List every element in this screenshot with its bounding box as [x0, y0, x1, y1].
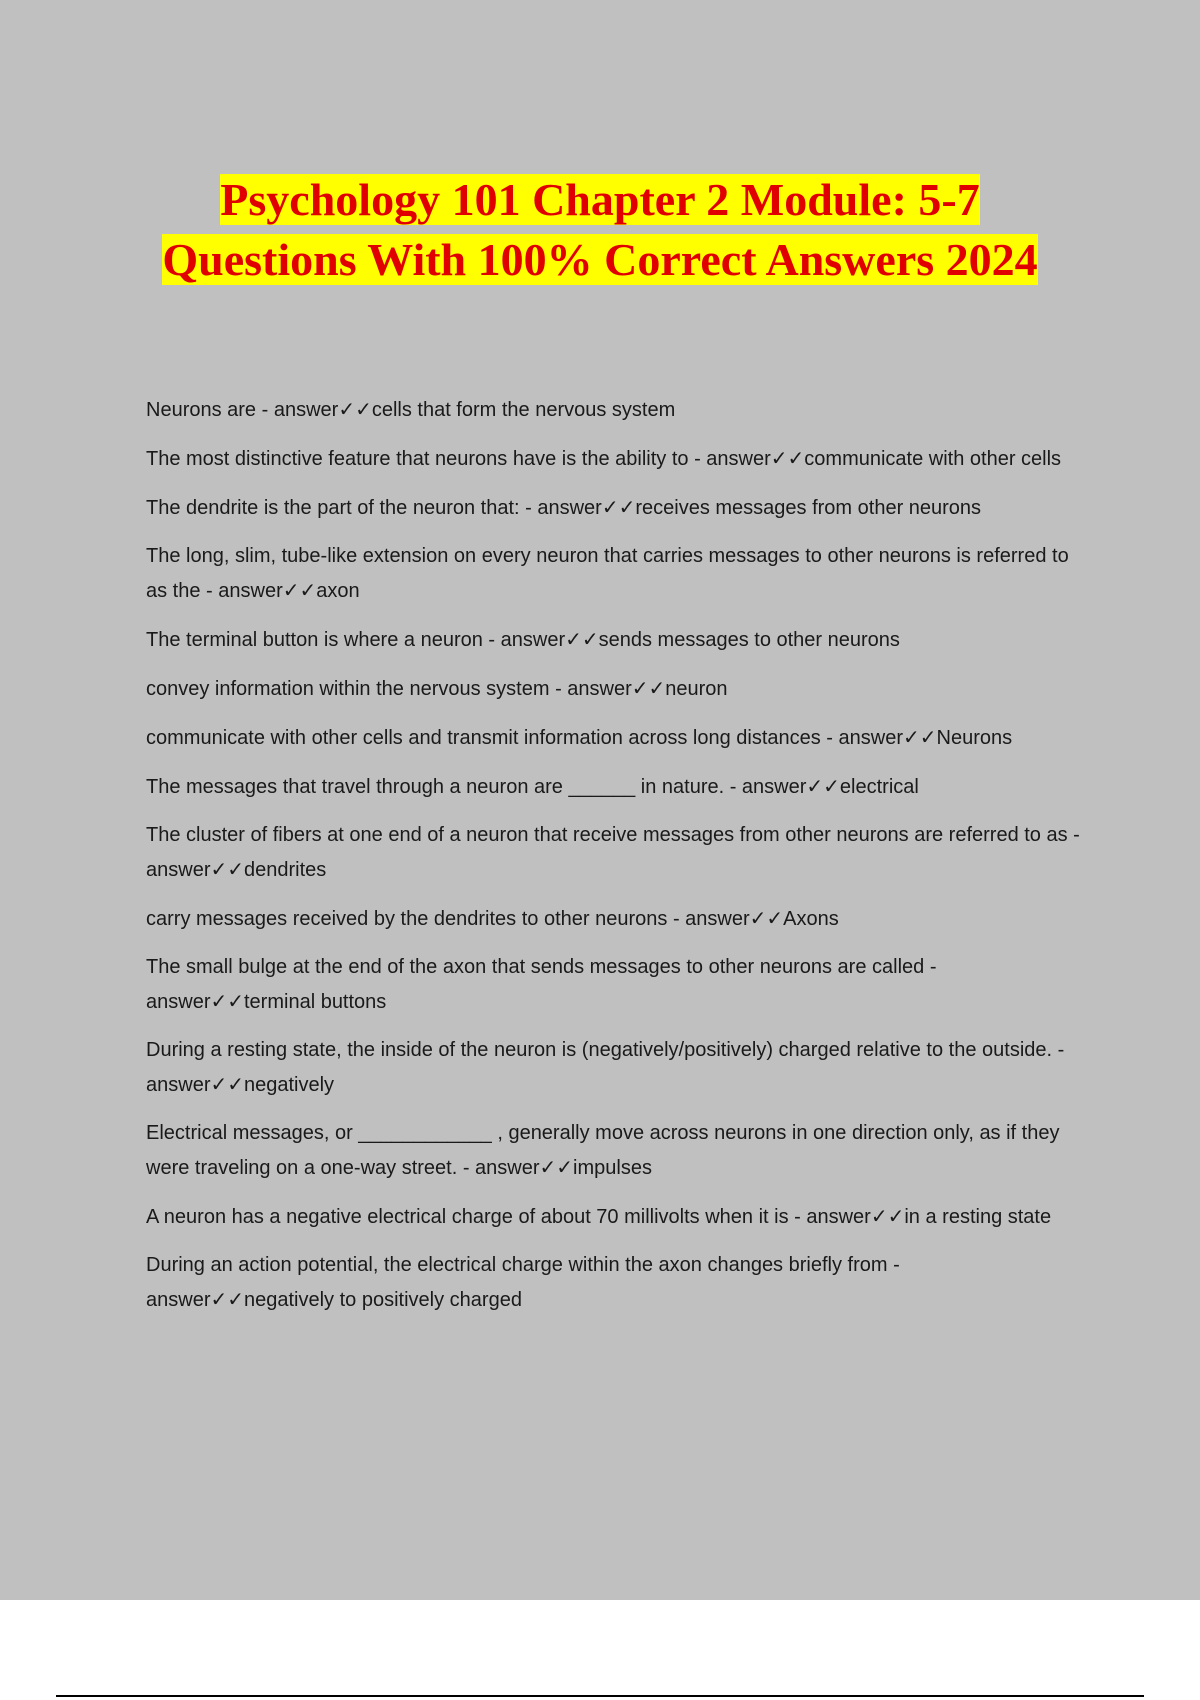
- answer-text: terminal buttons: [244, 991, 387, 1013]
- double-check-icon: ✓✓: [870, 1204, 905, 1228]
- answer-text: sends messages to other neurons: [598, 629, 900, 651]
- answer-separator: - answer: [667, 908, 750, 930]
- title-line-2: Questions With 100% Correct Answers 2024: [162, 234, 1038, 285]
- qa-item: [146, 671, 1086, 706]
- answer-text: in a resting state: [904, 1206, 1052, 1228]
- question-text: During a resting state, the inside of the neuron is (negatively/positively) charged relative to the outside.: [146, 1039, 1053, 1061]
- question-text: The long, slim, tube-like extension on every neuron that carries messages to other neurons is referred to as the: [146, 545, 1069, 602]
- double-check-icon: ✓✓: [565, 627, 599, 651]
- qa-item: [146, 818, 1086, 887]
- answer-text: negatively to positively charged: [244, 1289, 522, 1311]
- qa-item: [146, 1116, 1086, 1185]
- answer-separator: - answer: [200, 580, 283, 602]
- double-check-icon: ✓✓: [210, 989, 244, 1013]
- qa-item: [146, 539, 1086, 608]
- answer-separator: - answer: [788, 1206, 871, 1228]
- qa-item: [146, 392, 1086, 427]
- double-check-icon: ✓✓: [210, 1287, 244, 1311]
- answer-text: receives messages from other neurons: [635, 497, 982, 519]
- double-check-icon: ✓✓: [210, 857, 244, 881]
- question-text: The most distinctive feature that neurons have is the ability to: [146, 448, 689, 470]
- answer-separator: - answer: [457, 1157, 540, 1179]
- double-check-icon: ✓✓: [338, 397, 372, 421]
- answer-text: communicate with other cells: [804, 448, 1062, 470]
- qa-item: [146, 950, 1086, 1019]
- double-check-icon: ✓✓: [770, 446, 805, 470]
- qa-item: [146, 769, 1086, 804]
- answer-text: axon: [316, 580, 360, 602]
- answer-separator: - answer: [820, 727, 903, 749]
- double-check-icon: ✓✓: [631, 676, 666, 700]
- footer-rule: [56, 1695, 1144, 1697]
- answer-separator: - answer: [688, 448, 771, 470]
- question-text: The cluster of fibers at one end of a neuron that receive messages from other neurons are referred to as: [146, 824, 1068, 846]
- answer-separator: - answer: [549, 678, 632, 700]
- double-check-icon: ✓✓: [601, 495, 636, 519]
- qa-list: [146, 392, 1086, 1331]
- question-text: During an action potential, the electrical charge within the axon changes briefly from: [146, 1254, 888, 1276]
- answer-text: negatively: [244, 1074, 335, 1096]
- answer-separator: - answer: [519, 497, 602, 519]
- question-text: Electrical messages, or ____________ , generally move across neurons in one direction only, as if they were traveling on a one-way street.: [146, 1122, 1060, 1179]
- qa-item: [146, 720, 1086, 755]
- answer-separator: - answer: [256, 399, 339, 421]
- answer-text: electrical: [839, 776, 919, 798]
- answer-text: dendrites: [244, 859, 327, 881]
- question-text: communicate with other cells and transmit information across long distances: [146, 727, 821, 749]
- answer-separator: - answer: [482, 629, 566, 651]
- double-check-icon: ✓✓: [282, 578, 317, 602]
- double-check-icon: ✓✓: [539, 1155, 574, 1179]
- question-text: A neuron has a negative electrical charge of about 70 millivolts when it is: [146, 1206, 789, 1228]
- question-text: convey information within the nervous system: [146, 678, 550, 700]
- answer-separator: - answer: [146, 824, 1080, 881]
- question-text: The dendrite is the part of the neuron that:: [146, 497, 520, 519]
- answer-text: Neurons: [936, 727, 1013, 749]
- question-text: The messages that travel through a neuron are ______ in nature.: [146, 776, 725, 798]
- document-title: [0, 170, 1200, 290]
- title-line-1: Psychology 101 Chapter 2 Module: 5-7: [220, 174, 980, 225]
- double-check-icon: ✓✓: [806, 774, 840, 798]
- answer-separator: - answer: [146, 1039, 1065, 1096]
- qa-item: [146, 901, 1086, 936]
- question-text: carry messages received by the dendrites to other neurons: [146, 908, 668, 930]
- question-text: The small bulge at the end of the axon that sends messages to other neurons are called: [146, 956, 925, 978]
- answer-separator: - answer: [146, 1254, 900, 1311]
- double-check-icon: ✓✓: [749, 906, 784, 930]
- answer-text: impulses: [573, 1157, 652, 1179]
- answer-separator: - answer: [724, 776, 807, 798]
- qa-item: [146, 1199, 1086, 1234]
- double-check-icon: ✓✓: [903, 725, 937, 749]
- double-check-icon: ✓✓: [210, 1072, 244, 1096]
- answer-separator: - answer: [146, 956, 937, 1013]
- qa-item: [146, 1248, 1086, 1317]
- question-text: Neurons are: [146, 399, 257, 421]
- qa-item: [146, 622, 1086, 657]
- answer-text: neuron: [665, 678, 728, 700]
- qa-item: [146, 490, 1086, 525]
- answer-text: Axons: [783, 908, 839, 930]
- answer-text: cells that form the nervous system: [371, 399, 676, 421]
- qa-item: [146, 1033, 1086, 1102]
- question-text: The terminal button is where a neuron: [146, 629, 483, 651]
- qa-item: [146, 441, 1086, 476]
